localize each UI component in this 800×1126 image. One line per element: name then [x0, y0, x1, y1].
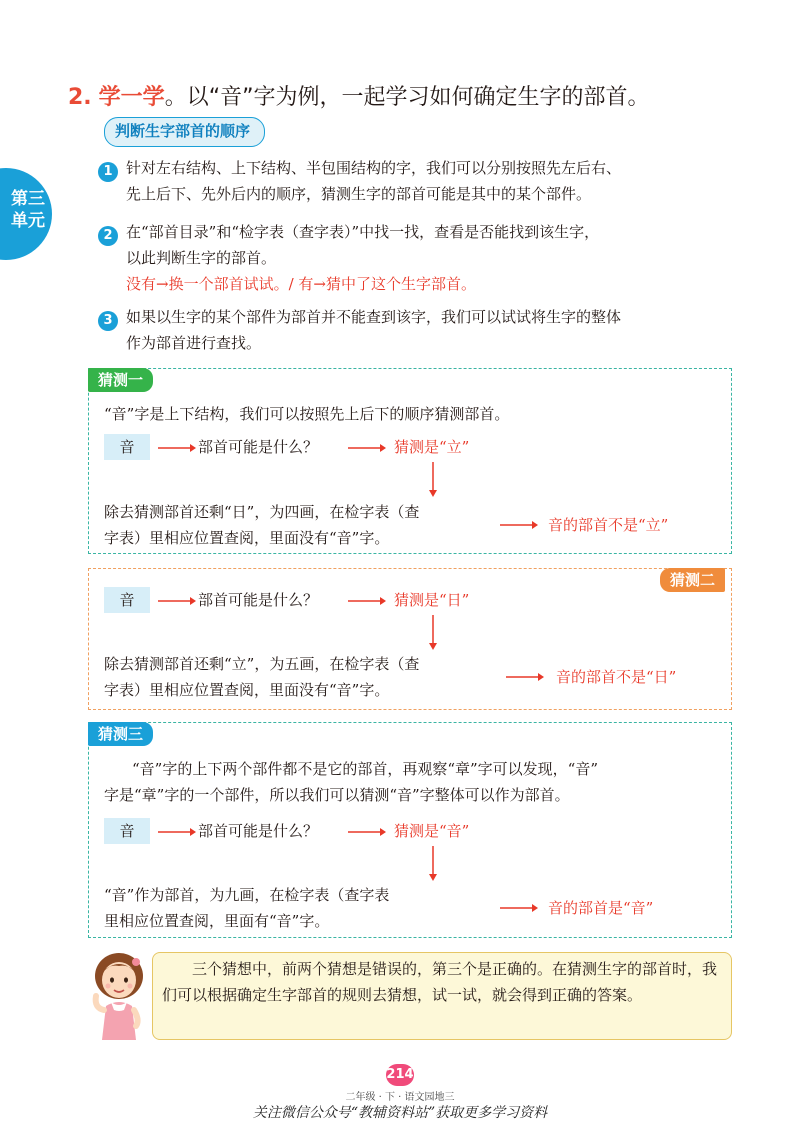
- guess-2-chip: 音: [104, 587, 150, 613]
- guess-3-arrow-down: [425, 846, 441, 882]
- summary-text: 三个猜想中，前两个猜想是错误的，第三个是正确的。在猜测生字的部首时，我们可以根据确定生字部首的规则去猜想，试一试，就会得到正确的答案。: [162, 960, 718, 1004]
- guess-3-guess: 猜测是“音”: [394, 822, 470, 840]
- guess-2-arrow-down: [425, 615, 441, 651]
- footer-book-info: 二年级 · 下 · 语文园地三: [345, 1092, 455, 1103]
- guess-1-detail-line2: 字表）里相应位置查阅，里面没有“音”字。: [104, 529, 390, 547]
- step-1-text: [126, 155, 738, 207]
- guess-1-arrow-down: [425, 462, 441, 498]
- guess-2-guess: 猜测是“日”: [394, 591, 470, 609]
- guess-3-intro: [104, 756, 724, 808]
- guess-2-detail-line1: 除去猜测部首还剩“立”，为五画，在检字表（查: [104, 655, 420, 673]
- guess-3-detail: [104, 882, 494, 934]
- step-2-text: [126, 219, 738, 297]
- guess-1-result: 音的部首不是“立”: [548, 516, 669, 534]
- guess-3-detail-line2: 里相应位置查阅，里面有“音”字。: [104, 912, 330, 930]
- step-3-text: [126, 304, 738, 356]
- subsection-pill: 判断生字部首的顺序: [104, 117, 265, 147]
- step-3-line1: 如果以生字的某个部件为部首并不能查到该字，我们可以试试将生字的整体: [126, 308, 622, 326]
- step-3-badge: 3: [98, 311, 118, 331]
- unit-label: [6, 188, 50, 232]
- guess-2-question: 部首可能是什么？: [198, 591, 319, 609]
- step-2-line2: 以此判断生字的部首。: [126, 249, 277, 267]
- guess-1-intro: “音”字是上下结构，我们可以按照先上后下的顺序猜测部首。: [104, 405, 510, 423]
- guess-3-question: 部首可能是什么？: [198, 822, 319, 840]
- guess-3-arrow-3: [498, 898, 538, 918]
- step-2-line1: 在“部首目录”和“检字表（查字表）”中找一找，查看是否能找到该生字，: [126, 223, 600, 241]
- guess-2-tag: 猜测二: [660, 568, 725, 592]
- step-1-line1: 针对左右结构、上下结构、半包围结构的字，我们可以分别按照先左后右、: [126, 159, 622, 177]
- footer-note: 关注微信公众号“教辅资料站”获取更多学习资料: [252, 1105, 548, 1121]
- section-header: [68, 80, 649, 111]
- guess-1-arrow-2: [346, 438, 386, 458]
- guess-1-detail: [104, 499, 494, 551]
- page-number: 214: [386, 1064, 414, 1086]
- guess-3-tag: 猜测三: [88, 722, 153, 746]
- guess-3-arrow-1: [156, 822, 196, 842]
- girl-illustration: [84, 950, 154, 1040]
- step-3-line2: 作为部首进行查找。: [126, 334, 262, 352]
- unit-label-line1: 第三: [11, 189, 45, 209]
- guess-2-arrow-2: [346, 591, 386, 611]
- guess-3-intro-line1: “音”字的上下两个部件都不是它的部首，再观察“章”字可以发现，“音”: [132, 760, 599, 778]
- guess-1-chip: 音: [104, 434, 150, 460]
- guess-3-result: 音的部首是“音”: [548, 899, 654, 917]
- step-2-rule: 没有→换一个部首试试。/ 有→猜中了这个生字部首。: [126, 275, 476, 293]
- section-number: 2.: [68, 85, 92, 110]
- step-1-badge: 1: [98, 162, 118, 182]
- guess-1-tag: 猜测一: [88, 368, 153, 392]
- guess-3-arrow-2: [346, 822, 386, 842]
- guess-2-result: 音的部首不是“日”: [556, 668, 677, 686]
- guess-1-guess: 猜测是“立”: [394, 438, 470, 456]
- guess-2-detail: [104, 651, 494, 703]
- step-1-line2: 先上后下、先外后内的顺序，猜测生字的部首可能是其中的某个部件。: [126, 185, 592, 203]
- section-title: 。以“音”字为例，一起学习如何确定生字的部首。: [164, 85, 650, 110]
- guess-1-arrow-3: [498, 515, 538, 535]
- guess-3-chip: 音: [104, 818, 150, 844]
- guess-2-arrow-1: [156, 591, 196, 611]
- section-label: 学一学: [98, 85, 165, 110]
- step-2-badge: 2: [98, 226, 118, 246]
- guess-3-intro-line2: 字是“章”字的一个部件，所以我们可以猜测“音”字整体可以作为部首。: [104, 786, 570, 804]
- guess-3-detail-line1: “音”作为部首，为九画，在检字表（查字表: [104, 886, 390, 904]
- guess-1-question: 部首可能是什么？: [198, 438, 319, 456]
- guess-2-detail-line2: 字表）里相应位置查阅，里面没有“音”字。: [104, 681, 390, 699]
- guess-1-arrow-1: [156, 438, 196, 458]
- guess-2-arrow-3: [504, 667, 544, 687]
- unit-label-line2: 单元: [11, 211, 45, 231]
- guess-1-detail-line1: 除去猜测部首还剩“日”，为四画，在检字表（查: [104, 503, 420, 521]
